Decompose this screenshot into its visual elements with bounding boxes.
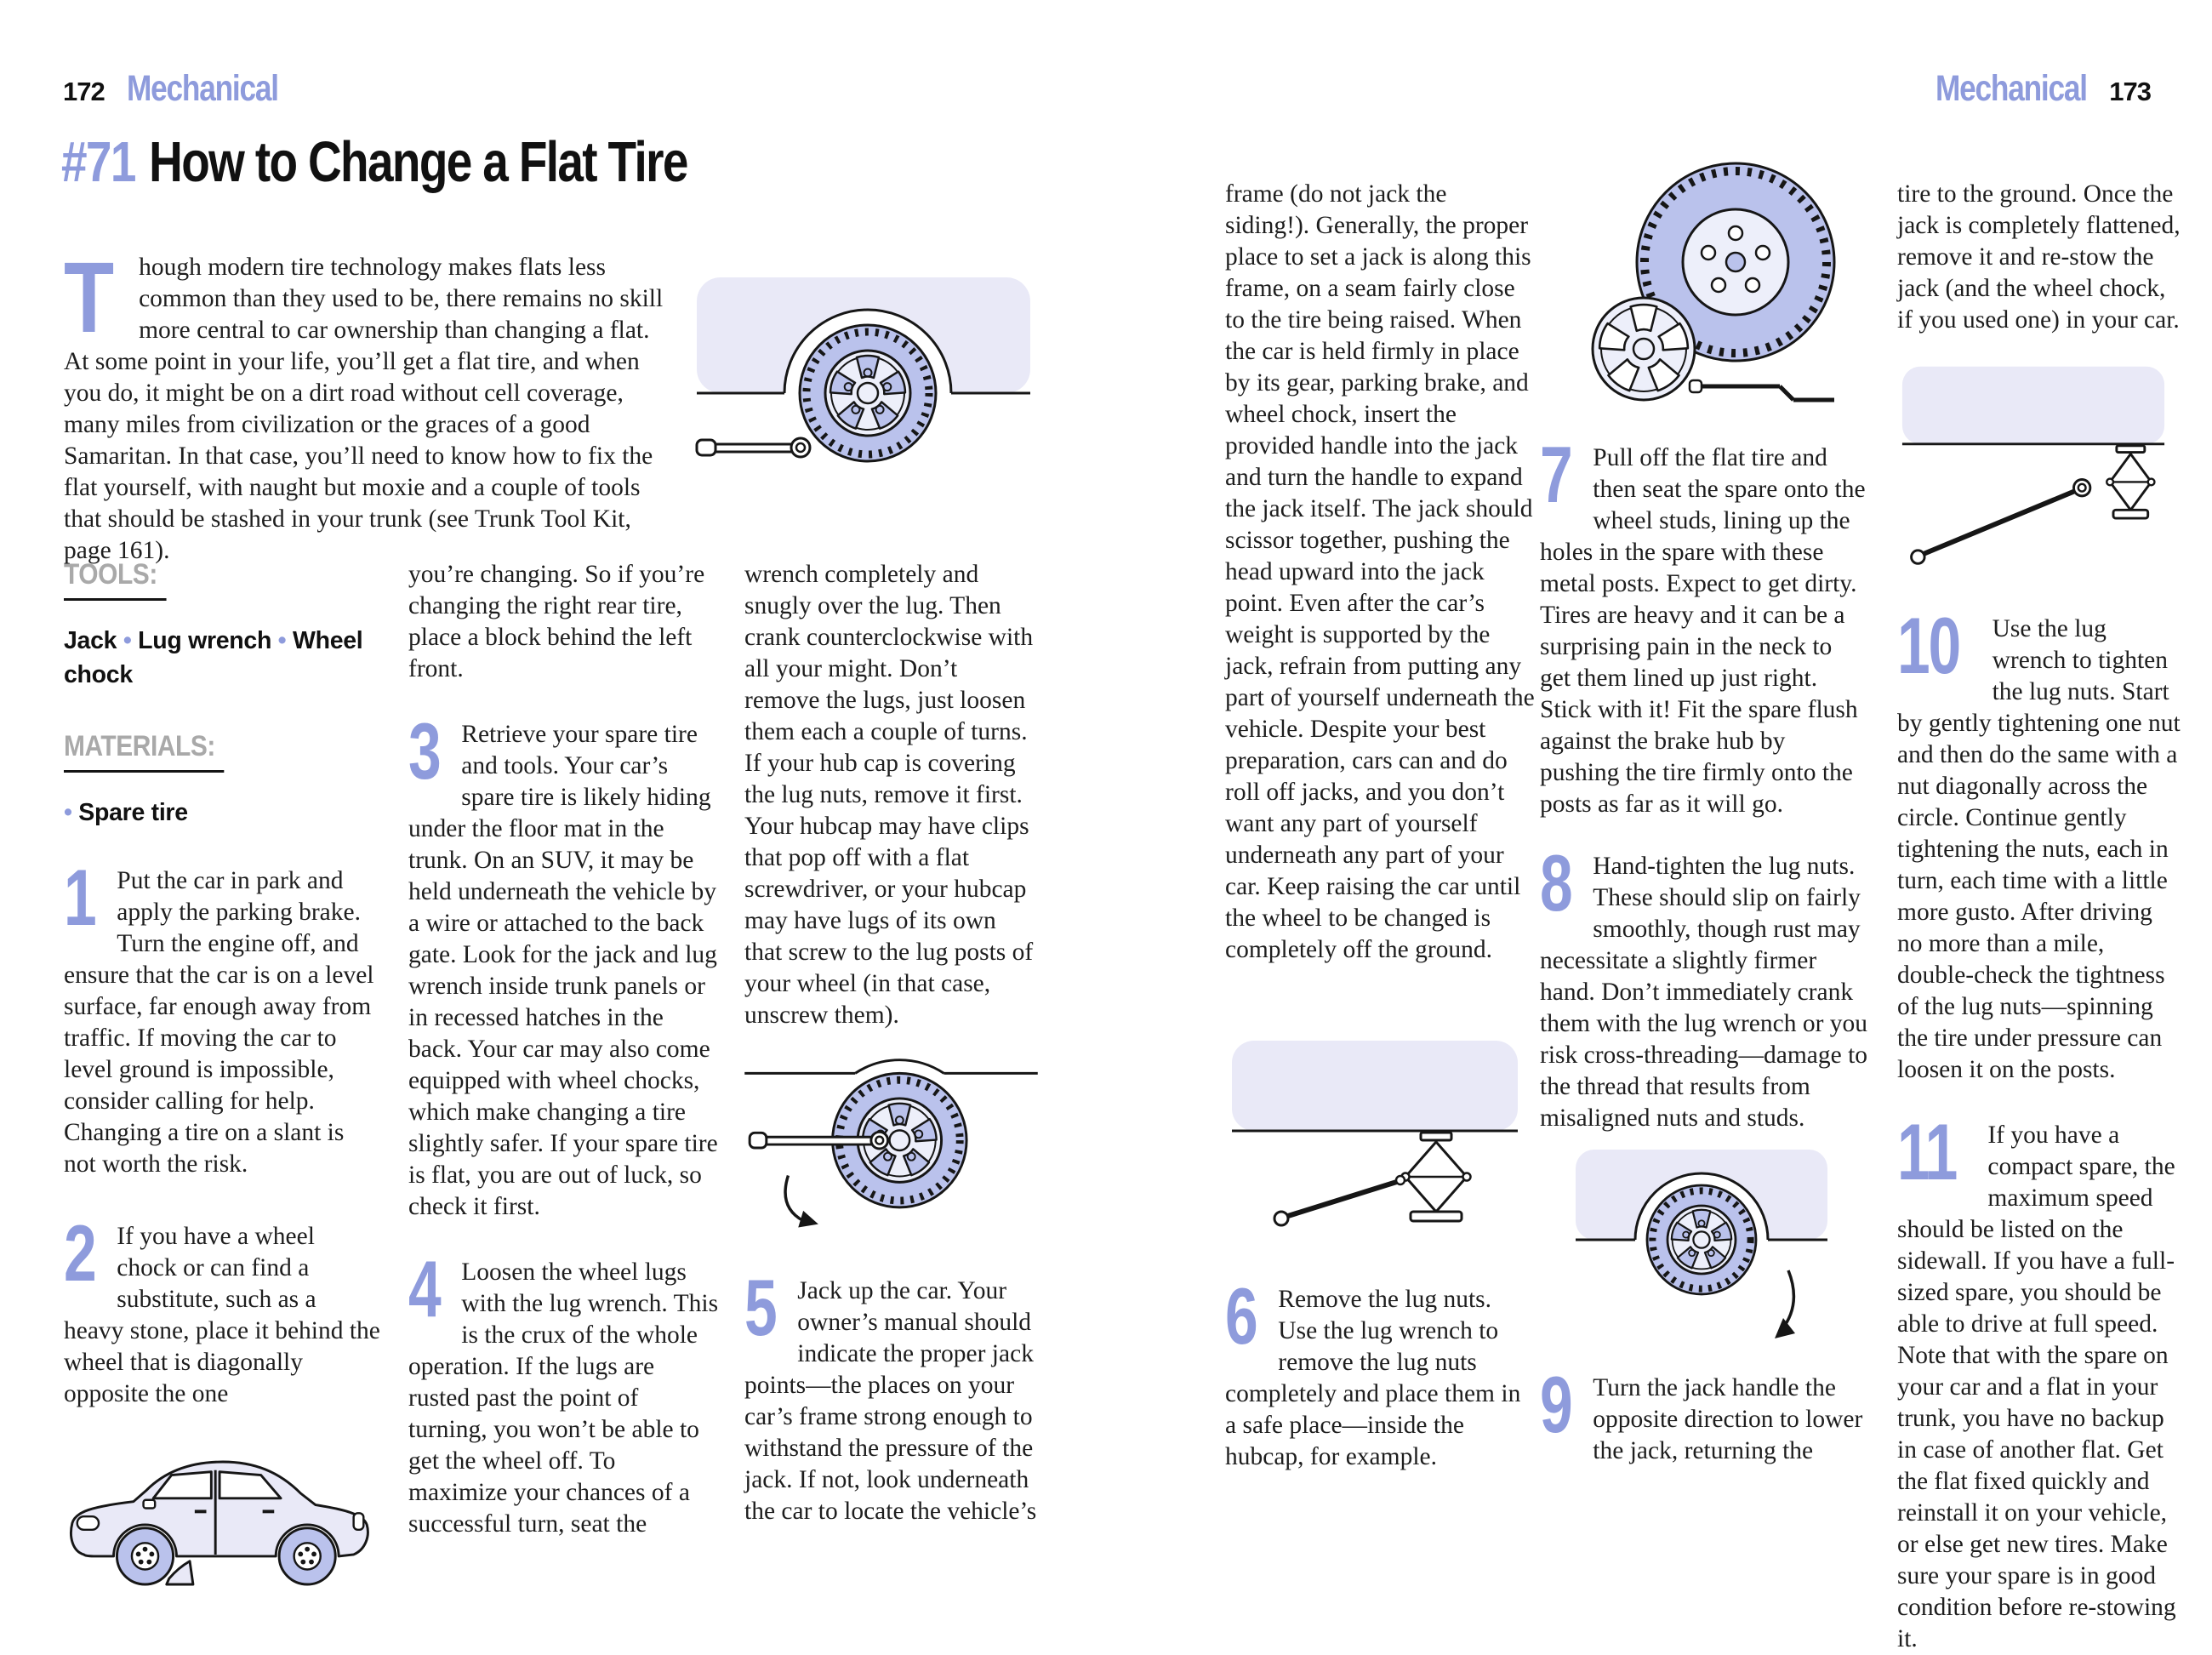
step-5 [744, 1263, 1039, 1527]
taillight-icon [354, 1513, 364, 1529]
step-5-text: Jack up the car. Your owner’s manual should indicate the proper jack points—the places on your car’s frame strong enough to withstand the pressure of the jack. If not, look underneath the car to locate the vehicle’s [744, 1277, 1037, 1525]
scissor-jack-under-car-illustration [1225, 1034, 1525, 1247]
right-column-2 [1540, 145, 1868, 1467]
step-7 [1540, 430, 1868, 820]
step-10 [1897, 601, 2183, 1086]
materials-label: MATERIALS: [64, 731, 224, 773]
step-11-number: 11 [1897, 1107, 1957, 1196]
rear-wheel-icon [279, 1528, 335, 1584]
section-title: Mechanical [126, 68, 278, 109]
intro-paragraph [64, 242, 664, 567]
tools-section [64, 559, 380, 692]
left-column-1 [64, 559, 380, 1614]
page-172 [0, 0, 1106, 1574]
article-title [61, 129, 687, 195]
wheel-icon [800, 325, 936, 461]
headlight-icon [77, 1516, 99, 1530]
lug-wrench-on-wheel-illustration [744, 1042, 1038, 1255]
front-wheel-icon [117, 1528, 173, 1584]
materials-list [64, 796, 380, 830]
step-2 [64, 1208, 380, 1410]
step-4-continuation: wrench completely and snugly over the lug. Then crank counterclockwise with all your might. Don’t remove the lugs, just loosen them each a couple of turns. If your hub cap is covering the lug nuts, remove it first. Your hubcap may have clips that pop off with a flat screwdriver, or your hubcap may have lugs of its own that screw to the lug posts of your wheel (in that case, unscrew them). [744, 561, 1034, 1029]
right-column-1 [1225, 179, 1536, 1473]
article-title-text: How to Change a Flat Tire [149, 130, 687, 194]
wheel-rim-icon [1593, 298, 1695, 400]
step-2-text: If you have a wheel chock or can find a substitute, such as a heavy stone, place it behind the wheel that is diagonally opposite the one [64, 1223, 380, 1407]
tools-list [64, 624, 380, 692]
right-column-3 [1897, 179, 2183, 1655]
material-item: • Spare tire [64, 799, 188, 826]
step-11 [1897, 1107, 2183, 1655]
step-10-text: Use the lug wrench to tighten the lug nuts. Start by gently tightening one nut and then do the same with a nut diagonally across the circle. Continue gently tightening the nuts, each in turn, each time with a little more gusto. After driving no more than a mile, double-check the tightness of the lug nuts—spinning the tire under pressure can loosen it on the posts. [1897, 615, 2181, 1083]
step-9-text: Turn the jack handle the opposite direction to lower the jack, returning the [1593, 1374, 1863, 1464]
step-7-text: Pull off the flat tire and then seat the spare onto the wheel studs, lining up the holes in the spare with these metal posts. Expect to get dirty. Tires are heavy and it can be a surprising pain in the neck to get them lined up just right. Stick with it! Fit the spare flush against the brake hub by pushing the tire firmly onto the posts as far as it will go. [1540, 444, 1866, 818]
step-1-number: 1 [64, 853, 95, 942]
step-3-number: 3 [408, 706, 440, 796]
step-9-number: 9 [1540, 1360, 1571, 1449]
drop-cap: T [64, 242, 115, 354]
materials-section [64, 731, 380, 830]
step-8 [1540, 838, 1868, 1134]
step-8-number: 8 [1540, 838, 1571, 927]
step-4-number: 4 [408, 1244, 440, 1333]
left-column-2 [408, 559, 720, 1540]
tool-item: • Wheel chock [64, 627, 362, 688]
step-1 [64, 853, 380, 1180]
scissor-jack-icon [2107, 446, 2154, 518]
step-7-number: 7 [1540, 430, 1571, 519]
lug-wrench-icon [761, 1137, 874, 1144]
page-173 [1106, 0, 2212, 1652]
jack-handle-icon [1288, 1180, 1402, 1216]
tools-label: TOOLS: [64, 559, 166, 601]
step-4 [408, 1244, 720, 1540]
turn-arrow-icon [785, 1175, 803, 1220]
running-header-left [63, 68, 311, 110]
step-5-number: 5 [744, 1263, 776, 1352]
lug-wrench-under-car-illustration [1897, 360, 2169, 573]
spare-tire-rim-jack-handle-illustration [1565, 145, 1846, 425]
jack-crank-handle-icon [1690, 380, 1834, 400]
tire-in-wheel-well-illustration [693, 265, 1034, 480]
step-6-text: Remove the lug nuts. Use the lug wrench to remove the lug nuts completely and place them in a safe place—inside the hubcap, for example. [1225, 1286, 1521, 1470]
tool-item: • Lug wrench [117, 627, 271, 654]
section-title: Mechanical [1936, 68, 2088, 109]
page-number: 173 [2109, 77, 2151, 106]
lowered-tire-with-arrow-illustration [1574, 1143, 1829, 1364]
wheel-icon [1647, 1185, 1756, 1294]
step-11-text: If you have a compact spare, the maximum speed should be listed on the sidewall. If you have a full-sized spare, you should be able to drive at full speed. Note that with the spare on your car and a flat in your trunk, you have no backup in case of another flat. Get the flat fixed quickly and reinstall it on your vehicle, or else get new tires. Make sure your spare is in good condition before re-stowing it. [1897, 1121, 2176, 1652]
step-4-text: Loosen the wheel lugs with the lug wrench. This is the crux of the whole operation. If the lugs are rusted past the point of turning, you won’t be able to get the wheel off. To maximize your chances of a successful turn, seat the [408, 1258, 719, 1538]
step-5-continuation: frame (do not jack the siding!). Generally, the proper place to set a jack is along this frame, on a seam fairly close to the tire being raised. When the car is held firmly in place by its gear, parking brake, and wheel chock, insert the provided handle into the jack and turn the handle to expand the jack itself. The jack should scissor together, pushing the head upward into the jack point. Even after the car’s weight is supported by the jack, refrain from putting any part of yourself underneath the vehicle. Despite your best preparation, cars can and do roll off jacks, and you don’t want any part of yourself underneath any part of your car. Keep raising the car until the wheel to be changed is completely off the ground. [1225, 180, 1535, 963]
step-6 [1225, 1271, 1536, 1473]
tool-item: Jack [64, 627, 117, 654]
running-header-right [1902, 68, 2151, 110]
step-9 [1540, 1360, 1868, 1467]
step-9-continuation: tire to the ground. Once the jack is completely flattened, remove it and re-stow the jack (and the wheel chock, if you used one) in your car. [1897, 180, 2181, 334]
sedan-with-wheel-chock-illustration [64, 1432, 379, 1614]
step-10-number: 10 [1897, 601, 1959, 690]
step-6-number: 6 [1225, 1271, 1257, 1361]
intro-text: hough modern tire technology makes flats less common than they used to be, there remains no skill more central to car ownership than changing a flat. At some point in your life, you’ll get a flat tire, and when you do, it might be on a dirt road without cell coverage, many miles from civilization or the graces of a good Samaritan. In that case, you’ll need to know how to fix the flat yourself, with naught but moxie and a couple of tools that should be stashed in your trunk (see Trunk Tool Kit, page 161). [64, 254, 664, 564]
page-number: 172 [63, 77, 105, 106]
step-8-text: Hand-tighten the lug nuts. These should slip on fairly smoothly, though rust may necessitate a slightly firmer hand. Don’t immediately crank them with the lug wrench or you risk cross-threading—damage to the thread that results from misaligned nuts and studs. [1540, 853, 1868, 1132]
jack-top-plate [1421, 1133, 1451, 1140]
lug-wrench-icon [1922, 490, 2077, 555]
left-column-3 [744, 559, 1039, 1527]
step-2-continuation: you’re changing. So if you’re changing the right rear tire, place a block behind the left front. [408, 561, 705, 682]
step-2-number: 2 [64, 1208, 95, 1298]
article-number: #71 [61, 130, 135, 194]
step-3 [408, 706, 720, 1223]
step-1-text: Put the car in park and apply the parking brake. Turn the engine off, and ensure that the car is on a level surface, far enough away from traffic. If moving the car to level ground is impossible, consider calling for help. Changing a tire on a slant is not worth the risk. [64, 867, 374, 1178]
step-3-text: Retrieve your spare tire and tools. Your car’s spare tire is likely hiding under the floor mat in the trunk. On an SUV, it may be held underneath the vehicle by a wire or attached to the back gate. Look for the jack and lug wrench inside trunk panels or in recessed hatches in the back. Your car may also come equipped with wheel chocks, which make changing a tire slightly safer. If your spare tire is flat, you are out of luck, so check it first. [408, 721, 718, 1220]
